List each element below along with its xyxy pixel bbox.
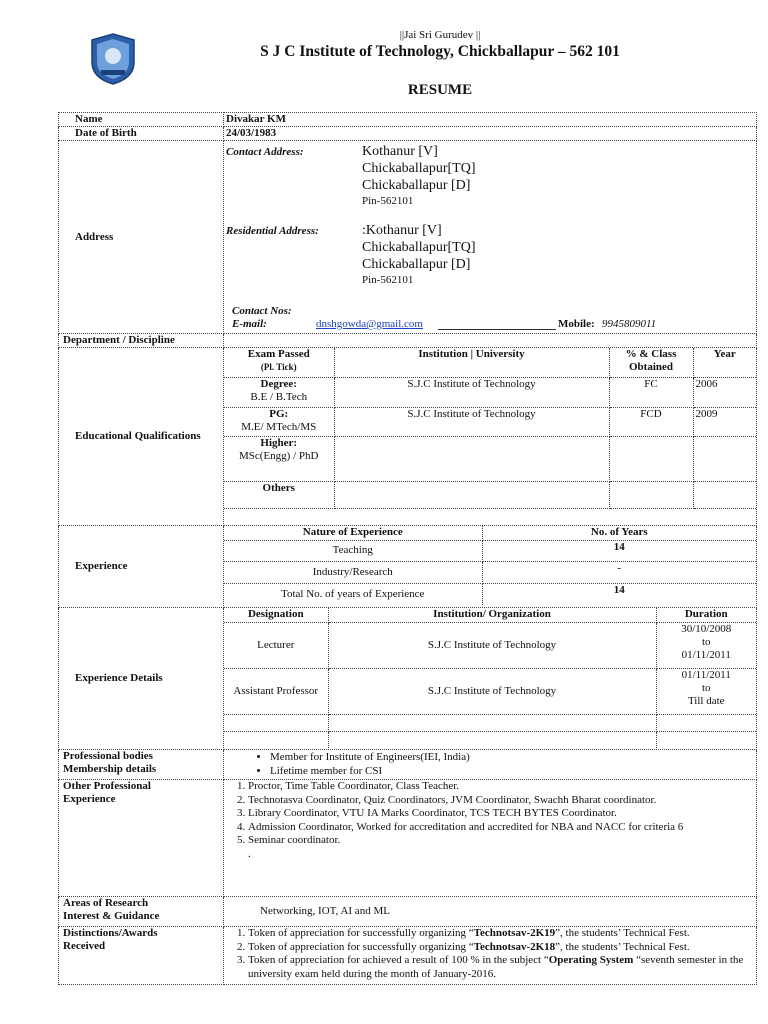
experience-cell xyxy=(224,526,757,608)
contact-address xyxy=(226,143,754,208)
education-row-pg xyxy=(224,407,756,436)
award-text: “seventh semester in the university exam held during the month of January-2016. xyxy=(248,954,744,980)
experience-details-label: Experience Details xyxy=(59,608,224,750)
exam-header-sub: (Pl. Tick) xyxy=(260,362,297,372)
list-item: 2. Technotasva Coordinator, Quiz Coordinators, JVM Coordinator, Swachh Bharat coordinator. xyxy=(248,794,754,808)
duration-from: 01/11/2011 xyxy=(681,668,731,681)
other-experience-list xyxy=(226,780,754,848)
year-cell: 2009 xyxy=(693,407,756,436)
exam-sub: M.E/ MTech/MS xyxy=(241,420,317,433)
institution-header: Institution | University xyxy=(334,348,609,377)
department-row xyxy=(59,334,757,348)
designation-cell: Lecturer xyxy=(224,622,328,668)
dob-value: 24/03/1983 xyxy=(224,127,757,141)
education-table xyxy=(224,348,756,522)
class-header: % & Class Obtained xyxy=(609,348,693,377)
duration-cell xyxy=(656,668,756,714)
class-cell xyxy=(609,436,693,481)
list-item: • Lifetime member for CSI xyxy=(270,764,754,778)
years-cell: 14 xyxy=(482,583,756,605)
years-cell: - xyxy=(482,561,756,583)
residential-address-label: Residential Address: xyxy=(226,225,319,237)
list-item: 4. Admission Coordinator, Worked for accreditation and accredited for NBA and NACC for criteria 6 xyxy=(248,821,754,835)
organization-cell: S.J.C Institute of Technology xyxy=(328,668,656,714)
document-header xyxy=(190,28,690,62)
institution-cell: S.J.C Institute of Technology xyxy=(334,407,609,436)
professional-bodies-value xyxy=(224,750,757,780)
list-item: • Member for Institute of Engineers(IEI, India) xyxy=(270,750,754,764)
exam-title: PG: xyxy=(269,407,289,420)
details-row-lecturer xyxy=(224,622,756,668)
nature-cell: Teaching xyxy=(224,540,482,561)
contact-pin: Pin-562101 xyxy=(362,195,414,207)
duration-to-word: to xyxy=(701,635,711,648)
label-line: Areas of Research xyxy=(63,897,149,909)
education-row xyxy=(59,348,757,526)
dob-row xyxy=(59,127,757,141)
experience-row xyxy=(59,526,757,608)
residential-address-line: Chickaballapur[TQ] xyxy=(362,240,476,255)
award-text: ”, the students’ Technical Fest. xyxy=(555,940,690,953)
education-blank-row xyxy=(224,508,756,522)
duration-header: Duration xyxy=(656,608,756,622)
other-experience-value xyxy=(224,780,757,897)
experience-total-row xyxy=(224,583,756,605)
exam-cell xyxy=(224,436,334,481)
other-experience-row xyxy=(59,780,757,897)
years-cell: 14 xyxy=(482,540,756,561)
experience-details-table xyxy=(224,608,756,748)
blank-cell xyxy=(224,714,328,731)
address-label: Address xyxy=(59,141,224,334)
label-line: Other Professional xyxy=(63,780,151,792)
details-blank-row xyxy=(224,714,756,731)
duration-to: 01/11/2011 xyxy=(681,648,731,661)
organization-cell: S.J.C Institute of Technology xyxy=(328,622,656,668)
contact-address-line: Chickaballapur [D] xyxy=(362,178,471,193)
award-text: Token of appreciation for achieved a result of 100 % in the subject “ xyxy=(248,954,549,966)
list-item xyxy=(248,927,754,941)
awards-row xyxy=(59,927,757,985)
experience-details-row xyxy=(59,608,757,750)
mobile-label: Mobile: xyxy=(558,318,595,330)
awards-label xyxy=(59,927,224,985)
list-item: 1. Proctor, Time Table Coordinator, Class Teacher. xyxy=(248,780,754,794)
exam-header-text: Exam Passed xyxy=(247,348,310,360)
blank-cell xyxy=(224,731,328,748)
experience-header-row xyxy=(224,526,756,540)
name-value: Divakar KM xyxy=(224,113,757,127)
details-header-row xyxy=(224,608,756,622)
contact-nos-label: Contact Nos: xyxy=(232,305,292,317)
institute-name: S J C Institute of Technology, Chickballapur – 562 101 xyxy=(260,43,620,60)
nature-header: Nature of Experience xyxy=(224,526,482,540)
resume-table xyxy=(58,112,757,985)
experience-industry-row xyxy=(224,561,756,583)
email-label: E-mail: xyxy=(232,318,267,330)
research-value: Networking, IOT, AI and ML xyxy=(224,897,757,927)
list-item: 3. Library Coordinator, VTU IA Marks Coordinator, TCS TECH BYTES Coordinator. xyxy=(248,807,754,821)
designation-header: Designation xyxy=(224,608,328,622)
experience-teaching-row xyxy=(224,540,756,561)
class-cell: FC xyxy=(609,377,693,407)
institution-cell: S.J.C Institute of Technology xyxy=(334,377,609,407)
exam-cell xyxy=(224,407,334,436)
label-line: Membership details xyxy=(63,763,157,775)
years-header: No. of Years xyxy=(482,526,756,540)
blank-cell xyxy=(328,731,656,748)
college-logo-icon xyxy=(86,32,140,86)
awards-list xyxy=(226,927,754,981)
award-bold: Technotsav-2K19 xyxy=(473,927,556,939)
year-cell xyxy=(693,481,756,508)
exam-title: Degree: xyxy=(260,377,297,390)
experience-details-cell xyxy=(224,608,757,750)
details-row-assistant-professor xyxy=(224,668,756,714)
label-line: Professional bodies xyxy=(63,750,153,762)
list-item: 5. Seminar coordinator. xyxy=(248,834,754,848)
exam-sub: MSc(Engg) / PhD xyxy=(239,449,319,462)
blank-cell xyxy=(656,731,756,748)
label-line: Experience xyxy=(63,793,116,805)
mobile-value: 9945809011 xyxy=(602,318,657,330)
class-cell: FCD xyxy=(609,407,693,436)
address-block xyxy=(224,141,757,334)
nature-cell: Industry/Research xyxy=(224,561,482,583)
education-row-degree xyxy=(224,377,756,407)
award-text: Token of appreciation for successfully organizing “ xyxy=(248,927,474,939)
department-label: Department / Discipline xyxy=(59,334,224,348)
exam-title: Others xyxy=(224,481,334,508)
organization-header: Institution/ Organization xyxy=(328,608,656,622)
membership-list xyxy=(226,750,754,778)
blank-cell xyxy=(656,714,756,731)
residential-address xyxy=(226,222,754,287)
label-line: Received xyxy=(63,940,106,952)
blank-cell xyxy=(224,508,756,522)
trailing-dot: . xyxy=(248,847,251,860)
institution-cell xyxy=(334,436,609,481)
residential-pin: Pin-562101 xyxy=(362,274,414,286)
details-blank-row xyxy=(224,731,756,748)
email-mobile-line xyxy=(232,318,754,331)
duration-to: Till date xyxy=(687,694,725,707)
award-text: Token of appreciation for successfully organizing “ xyxy=(248,940,474,953)
document-title: RESUME xyxy=(407,82,473,98)
residential-address-line: :Kothanur [V] xyxy=(362,223,442,238)
label-line: Interest & Guidance xyxy=(63,910,160,922)
class-cell xyxy=(609,481,693,508)
exam-title: Higher: xyxy=(260,436,298,449)
name-row xyxy=(59,113,757,127)
exam-header xyxy=(224,348,334,377)
list-item xyxy=(248,941,754,955)
research-row xyxy=(59,897,757,927)
other-experience-label xyxy=(59,780,224,897)
department-value xyxy=(224,334,757,348)
education-cell xyxy=(224,348,757,526)
professional-bodies-label xyxy=(59,750,224,780)
year-cell: 2006 xyxy=(693,377,756,407)
duration-from: 30/10/2008 xyxy=(681,622,732,635)
award-bold: Technotsav-2K18 xyxy=(473,940,556,953)
designation-cell: Assistant Professor xyxy=(224,668,328,714)
education-header-row xyxy=(224,348,756,377)
research-label xyxy=(59,897,224,927)
professional-bodies-row xyxy=(59,750,757,780)
exam-cell xyxy=(224,377,334,407)
experience-label: Experience xyxy=(59,526,224,608)
contact-numbers xyxy=(226,305,754,331)
email-link[interactable]: dnshgowda@gmail.com xyxy=(316,318,423,330)
institution-cell xyxy=(334,481,609,508)
motto: ||Jai Sri Gurudev || xyxy=(399,29,481,41)
education-label: Educational Qualifications xyxy=(59,348,224,526)
nature-cell: Total No. of years of Experience xyxy=(224,583,482,605)
award-bold: Operating System xyxy=(548,954,634,966)
education-row-others xyxy=(224,481,756,508)
year-header: Year xyxy=(693,348,756,377)
award-text: ”, the students’ Technical Fest. xyxy=(555,927,690,939)
education-row-higher xyxy=(224,436,756,481)
duration-cell xyxy=(656,622,756,668)
residential-address-line: Chickaballapur [D] xyxy=(362,257,471,272)
duration-to-word: to xyxy=(701,681,711,694)
blank-cell xyxy=(328,714,656,731)
contact-address-line: Chickaballapur[TQ] xyxy=(362,161,476,176)
name-label: Name xyxy=(59,113,224,127)
awards-value xyxy=(224,927,757,985)
year-cell xyxy=(693,436,756,481)
dob-label: Date of Birth xyxy=(59,127,224,141)
email-underline xyxy=(438,318,556,330)
list-item xyxy=(248,954,754,981)
label-line: Distinctions/Awards xyxy=(63,927,158,939)
contact-address-label: Contact Address: xyxy=(226,146,304,158)
address-row xyxy=(59,141,757,334)
exam-sub: B.E / B.Tech xyxy=(250,390,308,403)
experience-table xyxy=(224,526,756,605)
contact-address-line: Kothanur [V] xyxy=(362,144,438,159)
